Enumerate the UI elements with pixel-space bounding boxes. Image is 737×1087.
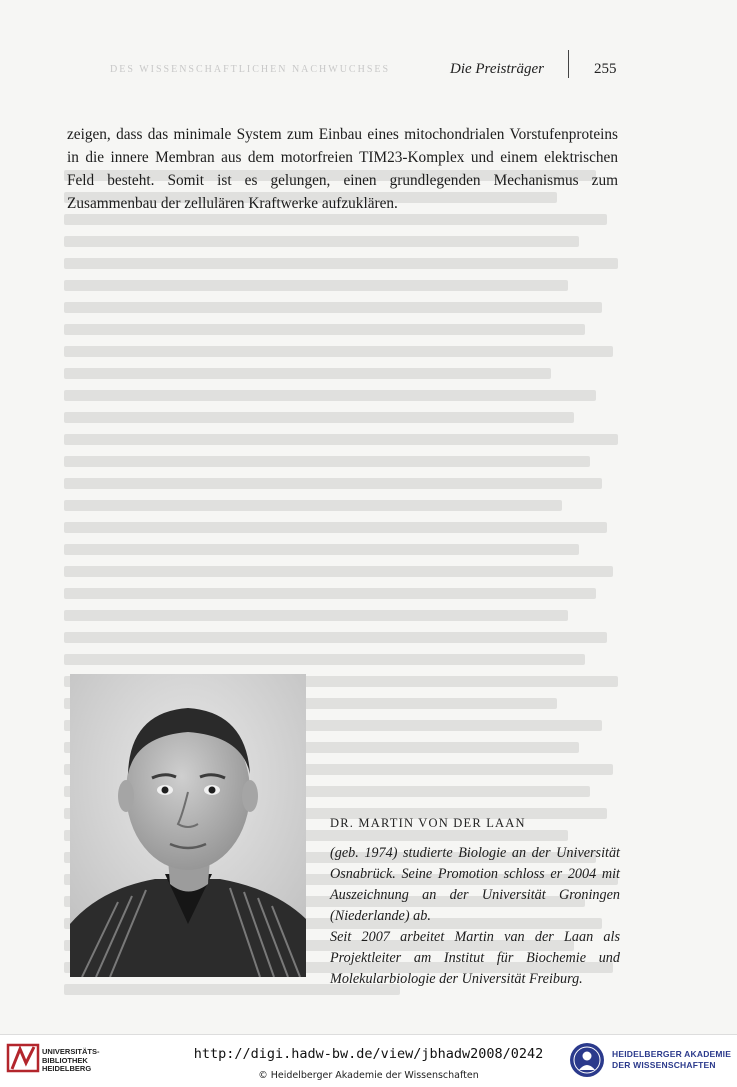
viewer-footer	[0, 1034, 737, 1087]
bio-position: Seit 2007 arbeitet Martin van der Laan als Projektleiter am Institut für Biochemie und Molekularbiologie der Universität Freiburg.	[330, 929, 620, 987]
portrait-caption	[330, 816, 620, 990]
university-library-name: UNIVERSITÄTS- BIBLIOTHEK HEIDELBERG	[42, 1047, 100, 1073]
academy-seal-icon	[568, 1041, 606, 1079]
permalink-url[interactable]: http://digi.hadw-bw.de/view/jbhadw2008/0242	[193, 1046, 544, 1062]
person-name: DR. MARTIN VON DER LAAN	[330, 816, 526, 830]
page-number: 255	[594, 61, 617, 77]
body-paragraph: zeigen, dass das minimale System zum Einbau eines mitochondrialen Vorstufenproteins in die innere Membran aus dem motorfreien TIM23-Komplex und einem elektrischen Feld besteht. Somit ist es gelungen, einen grundlegenden Mechanismus zum Zusammenbau der zellulären Kraftwerke aufzuklären.	[67, 126, 618, 213]
copyright-notice: © Heidelberger Akademie der Wissenschaften	[258, 1070, 479, 1081]
section-title: Die Preisträger	[449, 61, 544, 77]
portrait-illustration	[70, 674, 306, 977]
bio-education: (geb. 1974) studierte Biologie an der Universität Osnabrück. Seine Promotion schloss er 2004 mit Auszeichnung an der Universität Groningen (Niederlande) ab.	[330, 845, 620, 924]
faint-heading: DES WISSENSCHAFTLICHEN NACHWUCHSES	[110, 64, 391, 75]
running-header	[0, 58, 737, 88]
academy-name: HEIDELBERGER AKADEMIE DER WISSENSCHAFTEN	[612, 1049, 732, 1070]
header-divider	[568, 50, 569, 78]
portrait-photo	[70, 674, 306, 977]
